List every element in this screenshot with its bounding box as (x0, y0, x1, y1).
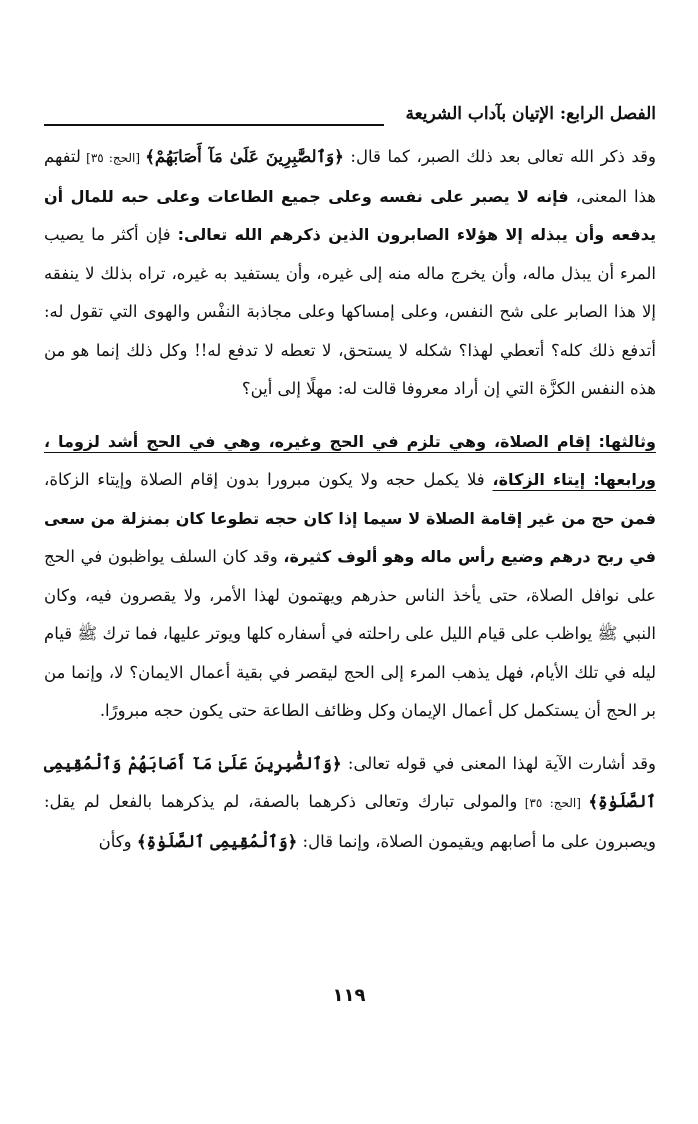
verse-reference: [الحج: ٣٥] (80, 151, 146, 165)
text-run: وقد كان السلف يواظبون في الحج على نوافل الصلاة، حتى يأخذ الناس حذرهم ويهتمون لهذا الأمر، ولا يقصرون فيه، وكان النبي ﷺ يواظب على قيام الليل على راحلته في أسفاره كلها ويوتر عليها، فما ترك ﷺ قيام ليله في تلك الأيام، فهل يذهب المرء إلى الحج ليقصر في بقية أعمال الايمان؟ لا، وإنما من بر الحج أن يستكمل كل أعمال الإيمان وكل وظائف الطاعة حتى يكون حجه مبرورًا. (44, 547, 656, 720)
emphasized-text: فمن حج من غير إقامة الصلاة لا سيما إذا كان حجه تطوعا كان بمنزلة من سعى في ربح درهم وضيع رأس ماله وهو ألوف كثيرة، (44, 508, 656, 566)
paragraph (44, 745, 656, 862)
text-run: والمولى تبارك وتعالى ذكرهما بالصفة، لم يذكرهما بالفعل لم يقل: ويصبرون على ما أصابهم ويقيمون الصلاة، وإنما قال: (44, 792, 656, 851)
paragraph (44, 138, 656, 409)
emphasized-text: وثالثها: إقام الصلاة، وهي تلزم في الحج وغيره، وهي في الحج أشد لزوما ، ورابعها: إيتاء الزكاة، (44, 431, 657, 489)
text-run: فلا يكمل حجه ولا يكون مبرورا بدون إقام الصلاة وإيتاء الزكاة، (44, 470, 493, 489)
text-run: وقد أشارت الآية لهذا المعنى في قوله تعالى: (341, 753, 656, 773)
page-number: ١١٩ (332, 985, 366, 1006)
quran-verse: ﴿وَٱلصَّٰبِرِينَ عَلَىٰ مَآ أَصَابَهُمْ وَٱلْمُقِيمِى ٱلصَّلَوٰةِ﴾ (44, 753, 656, 811)
text-run: وكأن (98, 831, 137, 851)
quran-verse: ﴿وَٱلْمُقِيمِى ٱلصَّلَوٰةِ﴾ (136, 831, 298, 851)
header-rule (44, 124, 384, 126)
text-run: فإن أكثر ما يصيب المرء أن يبذل ماله، وأن يخرج ماله منه إلى غيره، وأن يستفيد به غيره، تراه بذلك لا ينفقه إلا هذا الصابر على شح النفس، وعلى إمساكها وعلى مجاذبة النفْس والهوى التي تقول له: أتدفع ذلك كله؟ أتعطي لهذا؟ شكله لا يستحق، لا تعطه لا تدفع له!! وكل ذلك إنما هو من هذه النفس الكزَّة التي إن أراد معروفا قالت له: مهلًا إلى أين؟ (44, 225, 656, 398)
text-run: وقد ذكر الله تعالى بعد ذلك الصبر، كما قال: (343, 147, 656, 166)
emphasized-text: فإنه لا يصبر على نفسه وعلى جميع الطاعات وعلى حبه للمال أن يدفعه وأن يبذله إلا هؤلاء الصابرون الذين ذكرهم الله تعالى: (44, 186, 657, 244)
quran-verse: ﴿وَٱلصَّٰبِرِينَ عَلَىٰ مَآ أَصَابَهُمْ﴾ (145, 147, 344, 166)
verse-reference: [الحج: ٣٥] (517, 796, 589, 810)
chapter-title: الفصل الرابع: الإتيان بآداب الشريعة (405, 104, 656, 124)
page-body (44, 138, 656, 861)
running-header (44, 100, 656, 130)
paragraph (44, 423, 656, 731)
text-run: لتفهم هذا المعنى، (44, 147, 657, 206)
